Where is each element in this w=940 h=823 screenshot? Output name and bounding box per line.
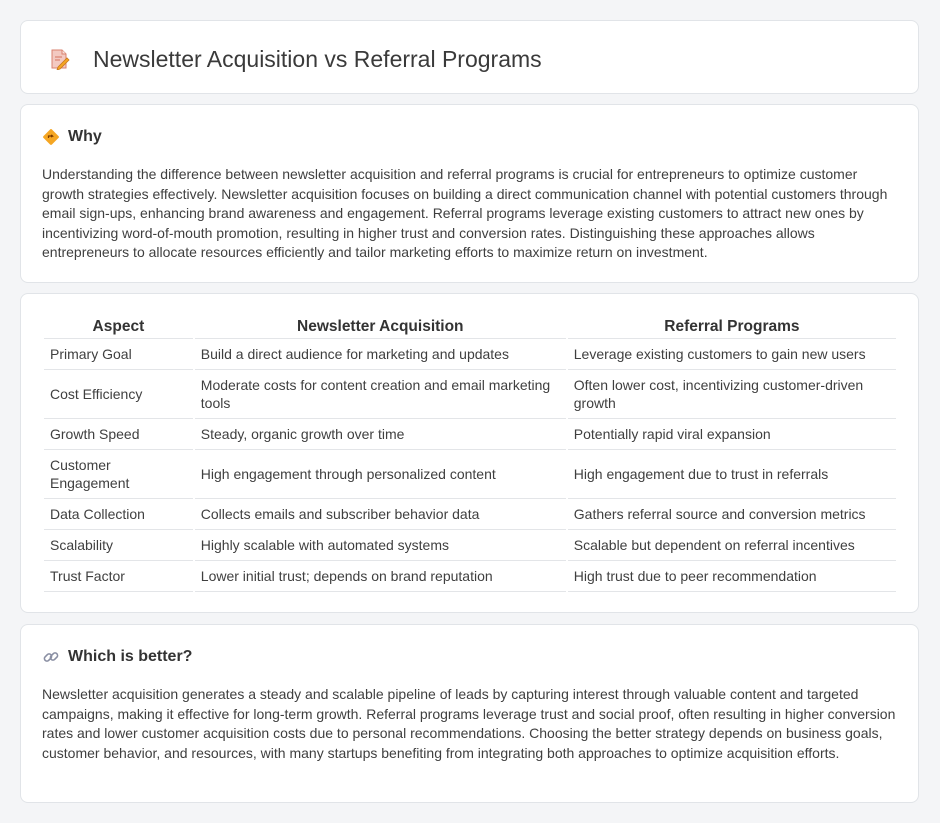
why-heading	[42, 127, 102, 147]
newsletter-cell: Steady, organic growth over time	[195, 419, 566, 450]
referral-cell: Potentially rapid viral expansion	[568, 419, 896, 450]
referral-cell: High trust due to peer recommendation	[568, 561, 896, 592]
aspect-cell: Customer Engagement	[44, 450, 193, 499]
table-row	[44, 450, 896, 499]
why-section	[20, 104, 919, 283]
newsletter-cell: Lower initial trust; depends on brand reputation	[195, 561, 566, 592]
why-title: Why	[68, 128, 102, 145]
column-header: Aspect	[44, 316, 193, 339]
header-card	[20, 20, 919, 94]
table-row	[44, 419, 896, 450]
aspect-cell: Data Collection	[44, 499, 193, 530]
aspect-cell: Growth Speed	[44, 419, 193, 450]
diamond-signpost-icon	[42, 128, 60, 146]
referral-cell: Scalable but dependent on referral incentives	[568, 530, 896, 561]
table-row	[44, 499, 896, 530]
comparison-section	[20, 293, 919, 613]
table-row	[44, 530, 896, 561]
column-header: Newsletter Acquisition	[195, 316, 566, 339]
page-title: Newsletter Acquisition vs Referral Programs	[93, 46, 542, 72]
newsletter-cell: Moderate costs for content creation and email marketing tools	[195, 370, 566, 419]
newsletter-cell: High engagement through personalized content	[195, 450, 566, 499]
better-title: Which is better?	[68, 648, 193, 665]
table-row	[44, 561, 896, 592]
newsletter-cell: Build a direct audience for marketing and updates	[195, 339, 566, 370]
link-icon	[42, 648, 60, 666]
table-header-row	[44, 316, 896, 339]
referral-cell: Often lower cost, incentivizing customer-driven growth	[568, 370, 896, 419]
aspect-cell: Cost Efficiency	[44, 370, 193, 419]
referral-cell: Leverage existing customers to gain new users	[568, 339, 896, 370]
better-text: Newsletter acquisition generates a steady and scalable pipeline of leads by capturing interest through valuable content and targeted campaigns, making it effective for long-term growth. Referral programs leverage trust and social proof, often resulting in higher conversion rates and lower customer acquisition costs due to personal recommendations. Choosing the better strategy depends on business goals, customer behavior, and resources, with many startups benefiting from integrating both approaches to optimize acquisition efforts.	[42, 686, 896, 761]
aspect-cell: Primary Goal	[44, 339, 193, 370]
why-text: Understanding the difference between newsletter acquisition and referral programs is crucial for entrepreneurs to optimize customer growth strategies effectively. Newsletter acquisition focuses on building a direct communication channel with potential customers through email sign-ups, enhancing brand awareness and engagement. Referral programs leverage existing customers to attract new ones by incentivizing word-of-mouth promotion, resulting in higher trust and conversion rates. Distinguishing these approaches allows entrepreneurs to allocate resources efficiently and tailor marketing efforts to maximize return on investment.	[42, 166, 888, 261]
which-is-better-section	[20, 624, 919, 803]
column-header: Referral Programs	[568, 316, 896, 339]
better-heading	[42, 647, 192, 667]
newsletter-cell: Collects emails and subscriber behavior data	[195, 499, 566, 530]
referral-cell: High engagement due to trust in referrals	[568, 450, 896, 499]
newsletter-cell: Highly scalable with automated systems	[195, 530, 566, 561]
document-edit-icon	[48, 48, 70, 70]
aspect-cell: Trust Factor	[44, 561, 193, 592]
table-row	[44, 339, 896, 370]
referral-cell: Gathers referral source and conversion metrics	[568, 499, 896, 530]
table-row	[44, 370, 896, 419]
comparison-table	[42, 316, 898, 592]
aspect-cell: Scalability	[44, 530, 193, 561]
